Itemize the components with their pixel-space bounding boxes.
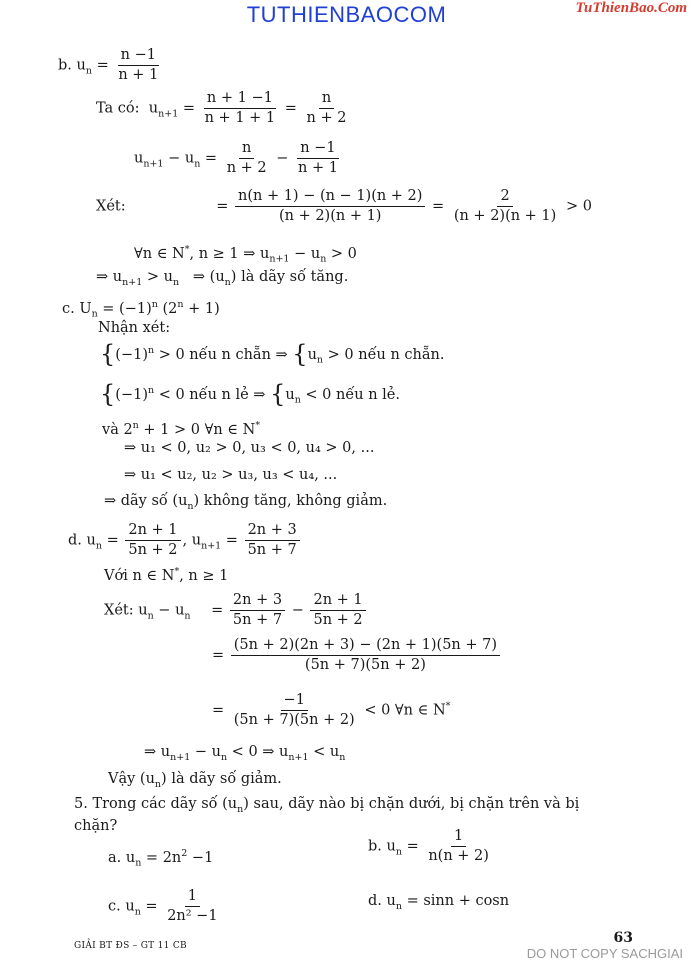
c-va: và $2^n + 1 > 0$ ∀n ∈ N* — [102, 420, 261, 438]
q5-c: c. $u_n$ = $\frac{1}{\text{2n² −1}}$ — [108, 888, 218, 924]
b-f2-fraction: $\frac{n}{n + 2}$ — [306, 90, 347, 126]
d-conclusion: Vậy $(u_n)$ là dãy số giảm. — [108, 771, 282, 790]
c-row-even: {$(-1)^n > 0$ nếu n chẵn ⇒ {$u_n > 0$ nếu n chẵn. — [100, 339, 445, 368]
b-difference: $u_{n+1} - u_n$ = $\frac{n}{n + 2}$ − $\frac{n -1}{n + 1}$ — [134, 140, 338, 176]
b-xet: Xét: = $\frac{n(n + 1) - (n - 1)(n + 2)}{(n + 2)(n + 1)}$ = $\frac{2}{(n + 2)(n + 1)}$ > 0 — [96, 188, 592, 224]
q5-d: d. $u_n = \sin n + \cos n$ — [368, 893, 510, 912]
d-definition: d. $u_n$ = $\frac{2n + 1}{5n + 2}$ , $u_{n+1}$ = $\frac{2n + 3}{5n + 7}$ — [68, 522, 302, 559]
b-forall: ∀n ∈ N*, n ≥ 1 ⇒ $u_{n+1} - u_n > 0$ — [134, 244, 357, 265]
c-row-odd: {$(-1)^n < 0$ nếu n lẻ ⇒ {$u_n < 0$ nếu n lẻ. — [100, 379, 400, 408]
watermark: DO NOT COPY SACHGIAI — [526, 946, 683, 961]
b-xet-fraction: $\frac{n(n + 1) - (n - 1)(n + 2)}{(n + 2)(n + 1)}$ — [235, 188, 425, 225]
d-step3: = $\frac{-1}{(5n + 7)(5n + 2)}$ < 0 ∀n ∈ N* — [212, 692, 451, 728]
page-number: 63 — [613, 930, 633, 946]
b-label: b. — [58, 57, 72, 74]
d-step2: = $\frac{(5n + 2)(2n + 3) - (2n + 1)(5n + 7)}{(5n + 7)(5n + 2)}$ — [212, 637, 502, 674]
b-conclusion: ⇒ $u_{n+1} > u_n$ ⇒ $(u_n)$ là dãy số tăng. — [96, 269, 349, 288]
q5-line2: chặn? — [74, 818, 118, 834]
d-implication: ⇒ $u_{n+1} - u_n < 0$ ⇒ $u_{n+1} < u_n$ — [144, 744, 346, 763]
b-f1-fraction: $\frac{n + 1 -1}{n + 1 + 1}$ — [204, 90, 276, 126]
b-definition: b. $u_n$ = $\frac{n -1}{n + 1}$ — [58, 47, 163, 84]
q5-a: a. $u_n = 2n^2 -1$ — [108, 848, 214, 869]
c-definition: c. $U_n = (-1)^n$ $(2^n + 1)$ — [62, 299, 220, 320]
site-header: TUTHIENBAOCOM — [246, 2, 447, 27]
q5-b: b. $u_n$ = $\frac{1}{n(n + 2)}$ — [368, 828, 489, 864]
c-seq2: ⇒ u₁ < u₂, u₂ > u₃, u₃ < u₄, ... — [124, 467, 338, 483]
c-conclusion: ⇒ dãy số $(u_n)$ không tăng, không giảm. — [104, 493, 388, 512]
c-seq1: ⇒ u₁ < 0, u₂ > 0, u₃ < 0, u₄ > 0, ... — [124, 440, 375, 456]
d-voi: Với n ∈ N*, n ≥ 1 — [104, 566, 229, 584]
footer-text: GIẢI BT ĐS – GT 11 CB — [74, 941, 187, 951]
c-nhanxet: Nhận xét: — [98, 320, 171, 336]
q5-line1: 5. Trong các dãy số $(u_n)$ sau, dãy nào bị chặn dưới, bị chặn trên và bị — [74, 796, 580, 815]
b-taco: Ta có: $u_{n+1}$ = $\frac{n + 1 -1}{n + 1 + 1}$ = $\frac{n}{n + 2}$ — [96, 90, 351, 127]
site-logo: TuThienBao.Com — [575, 0, 687, 16]
d-step2-fraction: $\frac{(5n + 2)(2n + 3) - (2n + 1)(5n + 7)}{(5n + 7)(5n + 2)}$ — [231, 637, 500, 674]
b-un-fraction: $\frac{n -1}{n + 1}$ — [118, 47, 159, 83]
d-xet: Xét: $u_n - u_n$ = $\frac{2n + 3}{5n + 7}$ − $\frac{2n + 1}{5n + 2}$ — [104, 592, 368, 629]
